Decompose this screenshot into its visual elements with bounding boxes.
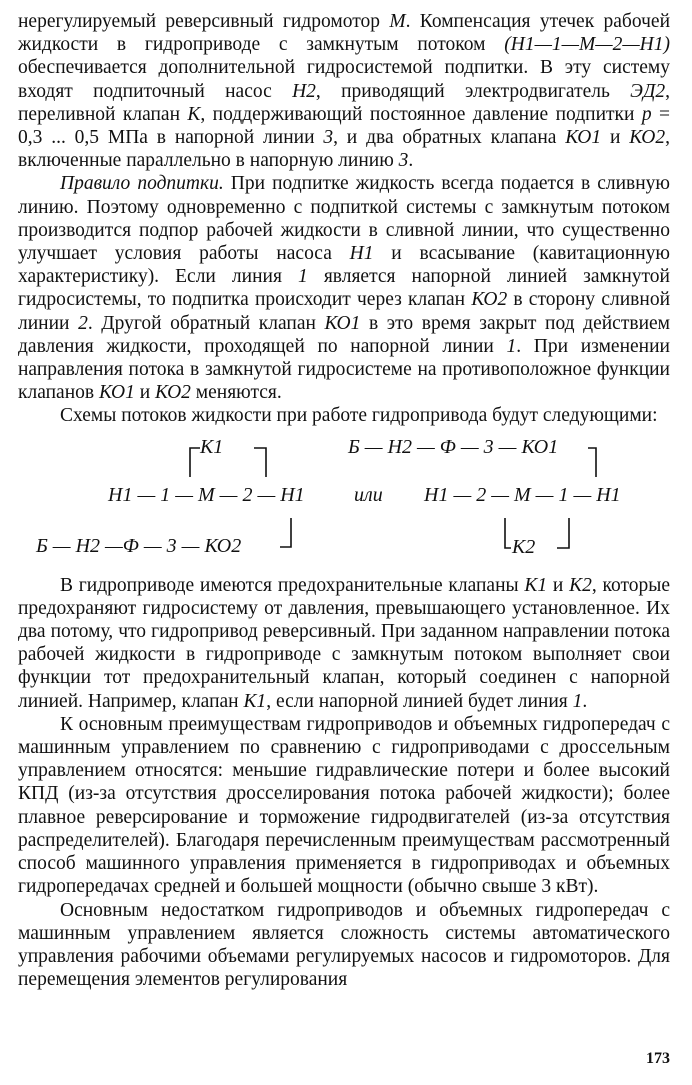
paragraph-6: Основным недостатком гидроприводов и объемных гидропередач с машинным управлением является сложность системы автоматического управления рабочими объемами регулируемых насосов и гидромоторов. Для перемещения элементов регулирования — [18, 899, 670, 991]
paragraph-4: В гидроприводе имеются предохранительные клапаны К1 и К2, которые предохраняют гидросистему от давления, превышающего установленное. Их два потому, что гидропривод реверсивный. При заданном направлении потока рабочей жидкости в гидроприводе с замкнутым потоком выполняет свои функции тот предохранительный клапан, который соединен с напорной линией. Например, клапан К1, если напорной линией будет линия 1. — [18, 574, 671, 712]
paragraph-1: нерегулируемый реверсивный гидромотор М. Компенсация утечек рабочей жидкости в гидроприводе с замкнутым потоком (Н1—1—М—2—Н1) обеспечивается дополнительной гидросистемой подпитки. В эту систему входят подпиточный насос Н2, приводящий электродвигатель ЭД2, переливной клапан К, поддерживающий постоянное давление подпитки p = 0,3 ... 0,5 МПа в напорной линии 3, и два обратных клапана КО1 и КО2, включенные параллельно в напорную линию 3. — [18, 11, 670, 172]
ko1-bracket — [588, 448, 596, 477]
page — [18, 10, 670, 991]
scheme-right-main: Н1 — 2 — М — 1 — Н1 — [424, 483, 621, 506]
scheme-left-bottom: Б — Н2 —Ф — 3 — КО2 — [36, 534, 242, 557]
scheme-left-top: К1 — [200, 435, 224, 458]
k2-bracket-right — [557, 518, 569, 548]
paragraph-2: Правило подпитки. При подпитке жидкость всегда подается в сливную линию. Поэтому одновременно с подпиткой системы с замкнутым потоком производится подпор рабочей жидкости в сливной линии, что существенно улучшает условия работы насоса Н1 и всасывание (кавитационную характеристику). Если линия 1 является напорной линией замкнутой гидросистемы, то подпитка происходит через клапан КО2 в сторону сливной линии 2. Другой обратный клапан КО1 в это время закрыт под действием давления жидкости, проходящей по напорной линии 1. При изменении направления потока в замкнутой гидросистеме на противоположное функции клапанов КО1 и КО2 меняются. — [18, 173, 671, 404]
flow-schemes — [18, 434, 670, 566]
k1-bracket-right — [254, 448, 266, 477]
scheme-left-main: Н1 — 1 — М — 2 — Н1 — [108, 483, 305, 506]
ko2-bracket — [280, 518, 291, 547]
page-number: 173 — [646, 1050, 670, 1067]
paragraph-5: К основным преимуществам гидроприводов и объемных гидропередач с машинным управлением по сравнению с гидроприводами с дроссельным управлением относятся: меньшие гидравлические потери и более высокий КПД (из-за отсутствия дросселирования потока рабочей жидкости); более плавное реверсирование и торможение гидродвигателей (из-за отсутствия распределителей). Благодаря перечисленным преимуществам рассмотренный способ машинного управления применяется в гидроприводах и объемных гидропередачах средней и большей мощности (обычно свыше 3 кВт). — [18, 713, 670, 898]
paragraph-3: Схемы потоков жидкости при работе гидропривода будут следующими: — [60, 405, 658, 427]
scheme-right-bottom: К2 — [512, 535, 536, 558]
scheme-or: или — [354, 483, 383, 506]
k2-bracket-left — [505, 518, 511, 548]
k1-bracket-left — [190, 448, 200, 477]
scheme-right-top: Б — Н2 — Ф — 3 — КО1 — [348, 435, 559, 458]
